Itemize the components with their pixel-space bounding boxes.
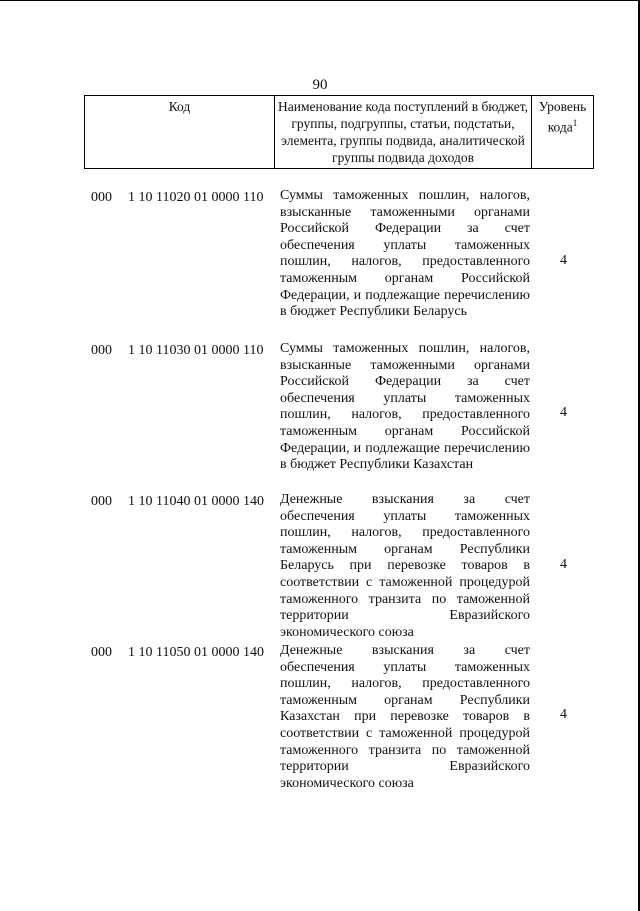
income-description: Денежные взыскания за счет обеспечения уплаты таможенных пошлин, налогов, предоставленного таможенным органам Республики Казахстан при перевозке товаров в соответствии с таможенной процедурой таможенного транзита по таможенной территории Евразийского экономического союза bbox=[280, 643, 530, 791]
income-code: 1 10 11020 01 0000 110 bbox=[128, 190, 264, 205]
income-description: Суммы таможенных пошлин, налогов, взысканные таможенными органами Российской Федерации за счет обеспечения уплаты таможенных пошлин, налогов, предоставленного таможенным органам Российской Федерации, и подлежащие перечислению в бюджет Республики Казахстан bbox=[280, 341, 530, 473]
code-level: 4 bbox=[560, 557, 567, 572]
header-level-label: Уровень кода bbox=[538, 99, 587, 135]
code-level: 4 bbox=[560, 405, 567, 420]
income-code: 1 10 11050 01 0000 140 bbox=[128, 645, 264, 660]
header-name: Наименование кода поступлений в бюджет, группы, подгруппы, статьи, подстатьи, элемента, группы подвида, аналитической группы подвида доходов bbox=[275, 96, 532, 169]
income-code: 1 10 11030 01 0000 110 bbox=[128, 343, 264, 358]
page-number: 90 bbox=[312, 77, 328, 93]
header-level-footnote: 1 bbox=[572, 118, 578, 128]
income-description: Суммы таможенных пошлин, налогов, взысканные таможенными органами Российской Федерации за счет обеспечения уплаты таможенных пошлин, налогов, предоставленного таможенным органам Российской Федерации, и подлежащие перечислению в бюджет Республики Беларусь bbox=[280, 188, 530, 320]
admin-code: 000 bbox=[91, 190, 112, 205]
admin-code: 000 bbox=[91, 343, 112, 358]
code-level: 4 bbox=[560, 253, 567, 268]
income-description: Денежные взыскания за счет обеспечения уплаты таможенных пошлин, налогов, предоставленного таможенным органам Республики Беларусь при перевозке товаров в соответствии с таможенной процедурой таможенного транзита по таможенной территории Евразийского экономического союза bbox=[280, 492, 530, 640]
table-row bbox=[0, 186, 640, 336]
table-header bbox=[84, 95, 594, 169]
header-level bbox=[532, 96, 594, 169]
table-row bbox=[0, 641, 640, 791]
code-level: 4 bbox=[560, 707, 567, 722]
code-rows bbox=[0, 186, 640, 794]
income-code: 1 10 11040 01 0000 140 bbox=[128, 494, 264, 509]
scan-border-top bbox=[0, 0, 640, 1]
header-code: Код bbox=[85, 96, 275, 169]
table-row bbox=[0, 490, 640, 638]
admin-code: 000 bbox=[91, 645, 112, 660]
admin-code: 000 bbox=[91, 494, 112, 509]
table-row bbox=[0, 339, 640, 487]
